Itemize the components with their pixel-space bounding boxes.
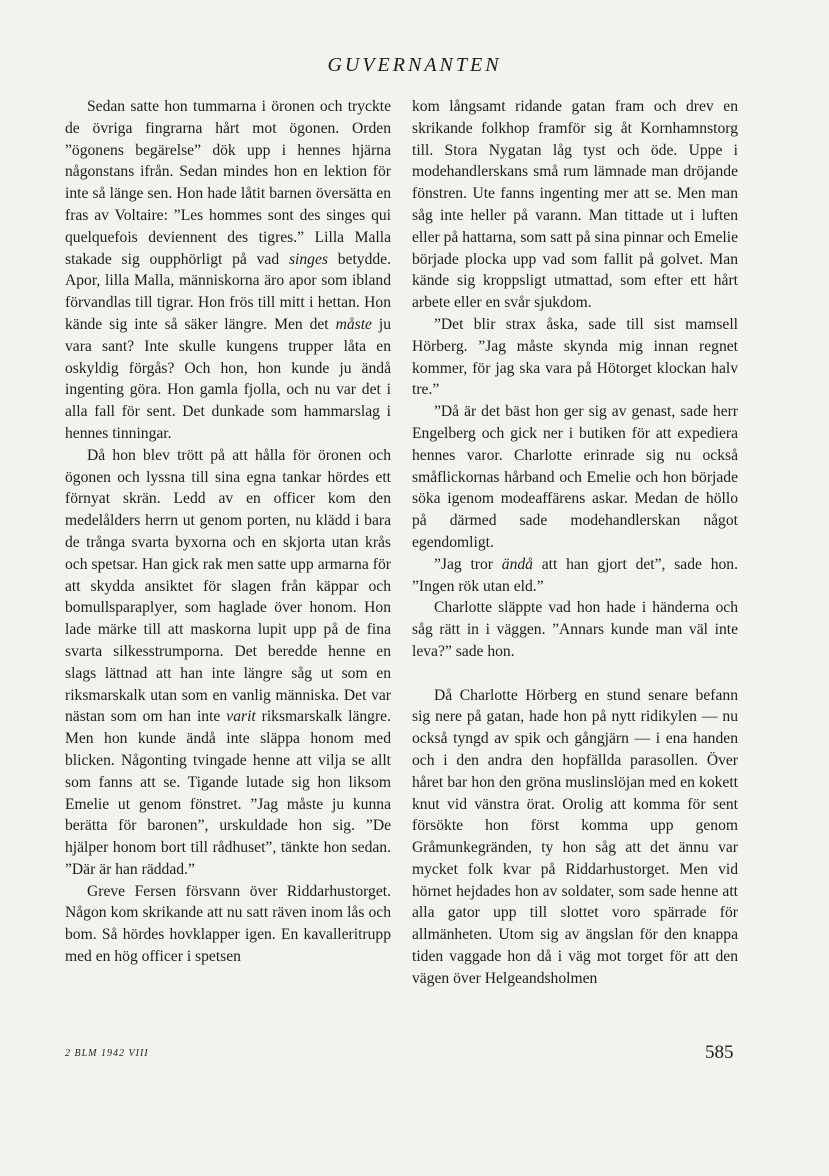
- printer-signature: 2 BLM 1942 VIII: [65, 1048, 149, 1059]
- paragraph: ”Då är det bäst hon ger sig av genast, sade herr Engelberg och gick ner i butiken för att expediera hennes varor. Charlotte erinrade sig nu också småflickornas hårband och Emelie och hon började söka igenom modeaffärens askar. Medan de höllo på därmed sade modehandlerskan något egendomligt.: [412, 403, 738, 551]
- paragraph: Då Charlotte Hörberg en stund senare befann sig nere på gatan, hade hon på nytt ridikylen — nu också tyngd av spik och gångjärn — i ena handen och i den andra den hopfällda parasollen. Över håret bar hon den gröna muslinslöjan med en kokett knut vid vänstra örat. Orolig att komma för sent försökte hon först komma upp genom Gråmunkegränden, ty hon såg att det ännu var mycket folk kvar på Riddarhustorget. Men vid hörnet hejdades hon av soldater, som sade henne att alla gator upp till slottet voro spärrade för allmänheten. Utom sig av ängslan för den knappa tiden vaggade hon då i väg mot torget för att den vägen över Helgeandsholmen: [412, 686, 738, 987]
- text-run: betydde. Apor, lilla Malla, människorna äro apor som ibland förvandlas till tigrar. Hon frös till mitt i hettan. Hon kände sig inte så säker längre. Men det: [65, 250, 391, 333]
- paragraph: Charlotte släppte vad hon hade i händerna och såg rätt in i väggen. ”Annars kunde man väl inte leva?” sade hon.: [412, 599, 738, 660]
- text-run: ju vara sant? Inte skulle kungens trupper låta en oskyldig förgås? Och hon, hon kunde ju ändå ingenting göra. Hon gamla fjolla, och nu var det i alla fall för sent. Det dunkade som hammarslag i hennes tinningar.: [65, 315, 392, 442]
- text-run: att han gjort det”, sade hon. ”Ingen rök utan eld.”: [412, 555, 738, 595]
- italic-word: måste: [335, 315, 372, 333]
- text-run: Sedan satte hon tummarna i öronen och tryckte de övriga fingrarna hårt mot ögonen. Orden ”ögonens begärelse” dök upp i hennes hjärna någonstans ifrån. Sedan mindes hon en lektion för inte så länge sen. Hon hade låtit barnen översätta en fras av Voltaire: ”Les hommes sont des singes qui quelquefois deviennent des tigres.” Lilla Malla stakade sig oupphörligt på vad: [65, 98, 391, 268]
- paragraph: [65, 445, 391, 881]
- text-run: riksmarskalk längre. Men hon kunde ändå inte släppa honom med blicken. Någonting tvingade henne att vilja se allt som fanns att se. Tigande lutade sig hon liksom Emelie ut genom fönstret. ”Jag måste ju kunna berätta för baronen”, urskuldade hon sig. ”De hjälper honom bort till rådhuset”, tänkte hon sedan. ”Där är han räddad.”: [65, 708, 391, 878]
- paragraph: [65, 96, 391, 445]
- paragraph: [412, 554, 738, 598]
- italic-word: ändå: [501, 555, 533, 573]
- italic-word: varit: [226, 708, 256, 726]
- paragraph: kom långsamt ridande gatan fram och drev en skrikande folkhop framför sig åt Kornhamnstorg till. Stora Nygatan låg tyst och öde. Uppe i modehandlerskans små rum lämnade man dröjande fönstren. Ute fanns ingenting mer att se. Men man såg inte heller på varann. Man tittade ut i luften eller på hattarna, som satt på sina pinnar och Emelie började plocka upp vad som fallit på golvet. Man kände sig kroppsligt utmattad, som efter ett hårt arbete eller en svår sjukdom.: [412, 98, 738, 312]
- paragraph: ”Det blir strax åska, sade till sist mamsell Hörberg. ”Jag måste skynda mig innan regnet kommer, för jag ska vara på Hötorget klockan halv tre.”: [412, 315, 738, 399]
- right-column: [412, 96, 738, 990]
- page-number: 585: [705, 1042, 734, 1063]
- text-run: ”Jag tror: [434, 555, 502, 573]
- paragraph: Greve Fersen försvann över Riddarhustorget. Någon kom skrikande att nu satt räven inom lås och bom. Så hördes hovklapper igen. En kavalleritrupp med en hög officer i spetsen: [65, 882, 391, 966]
- left-column: [65, 96, 391, 968]
- running-title: GUVERNANTEN: [327, 54, 502, 76]
- italic-word: singes: [288, 250, 328, 268]
- text-run: Då hon blev trött på att hålla för öronen och ögonen och lyssna till sina egna tankar hördes ett förnyat skrän. Ledd av en officer kom den medelålders herrn ut genom porten, nu klädd i bara de trånga svarta byxorna och en skjorta utan krås och spetsar. Han gick rak men satte upp armarna för att skydda ansiktet för slagen från käppar och bomullsparaplyer, som haglade över honom. Hon lade märke till att maskorna lupit upp på de fina svarta silkesstrumporna. Det beredde henne en slags lättnad att han inte längre såg ut som en riksmarskalk utan som en vanlig människa. Det var nästan som om han inte: [65, 446, 391, 726]
